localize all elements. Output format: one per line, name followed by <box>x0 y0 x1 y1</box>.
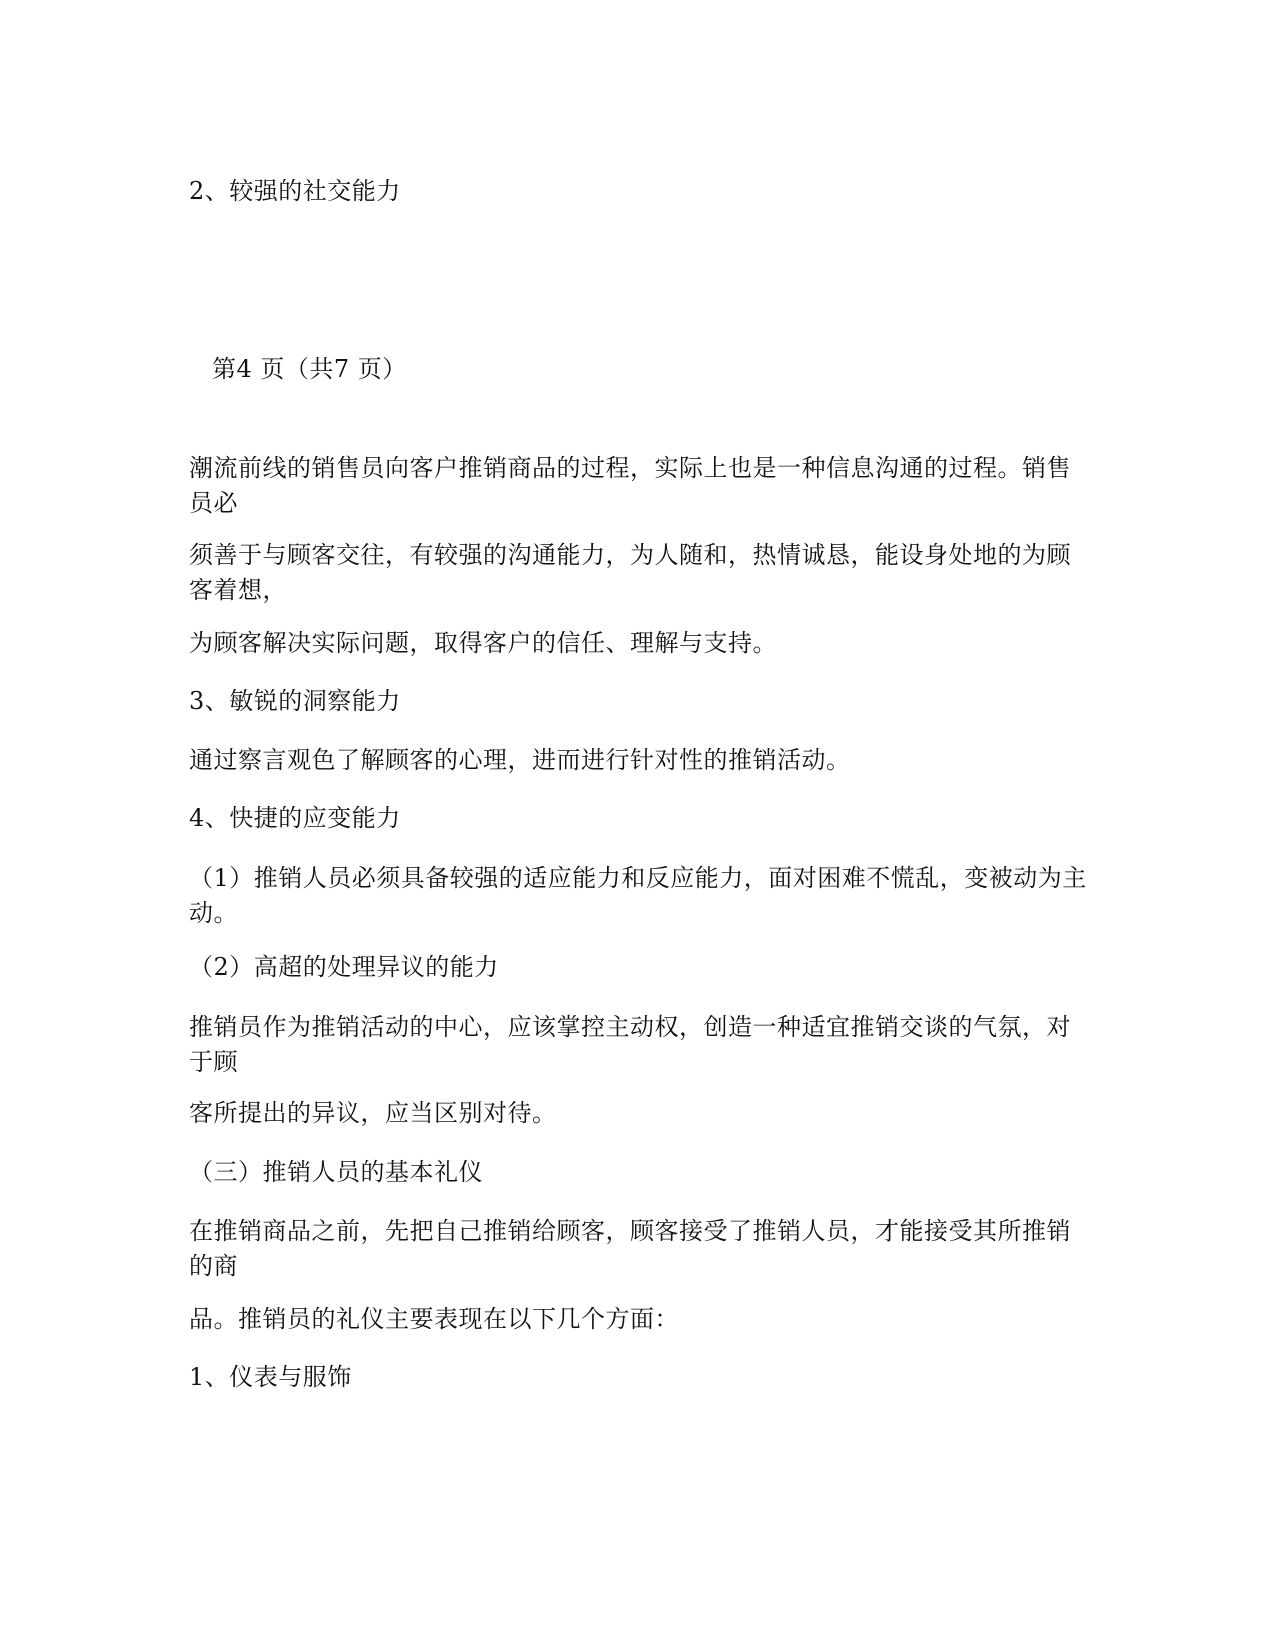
section-heading-adaptability: 4、快捷的应变能力 <box>189 804 401 832</box>
paragraph-objections-2: 客所提出的异议，应当区别对待。 <box>189 1099 557 1127</box>
section-heading-appearance: 1、仪表与服饰 <box>189 1363 352 1391</box>
paragraph-2: 须善于与顾客交往，有较强的沟通能力，为人随和，热情诚恳，能设身处地的为顾客着想， <box>189 541 1071 604</box>
paragraph-etiquette-1: 在推销商品之前，先把自己推销给顾客，顾客接受了推销人员，才能接受其所推销的商 <box>189 1217 1071 1280</box>
section-heading-social-ability: 2、较强的社交能力 <box>189 177 401 205</box>
section-heading-observation: 3、敏锐的洞察能力 <box>189 687 401 715</box>
paragraph-adaptability-2: （2）高超的处理异议的能力 <box>189 953 499 981</box>
paragraph-adaptability-1: （1）推销人员必须具备较强的适应能力和反应能力，面对困难不慌乱，变被动为主动。 <box>189 864 1087 927</box>
paragraph-objections-1: 推销员作为推销活动的中心，应该掌控主动权，创造一种适宜推销交谈的气氛，对于顾 <box>189 1013 1071 1076</box>
section-heading-etiquette: （三）推销人员的基本礼仪 <box>189 1158 483 1186</box>
paragraph-etiquette-2: 品。推销员的礼仪主要表现在以下几个方面： <box>189 1305 679 1333</box>
paragraph-3: 为顾客解决实际问题，取得客户的信任、理解与支持。 <box>189 629 777 657</box>
paragraph-1: 潮流前线的销售员向客户推销商品的过程，实际上也是一种信息沟通的过程。销售员必 <box>189 454 1071 517</box>
page-number: 第4 页（共7 页） <box>212 355 407 383</box>
paragraph-observation: 通过察言观色了解顾客的心理，进而进行针对性的推销活动。 <box>189 746 851 774</box>
